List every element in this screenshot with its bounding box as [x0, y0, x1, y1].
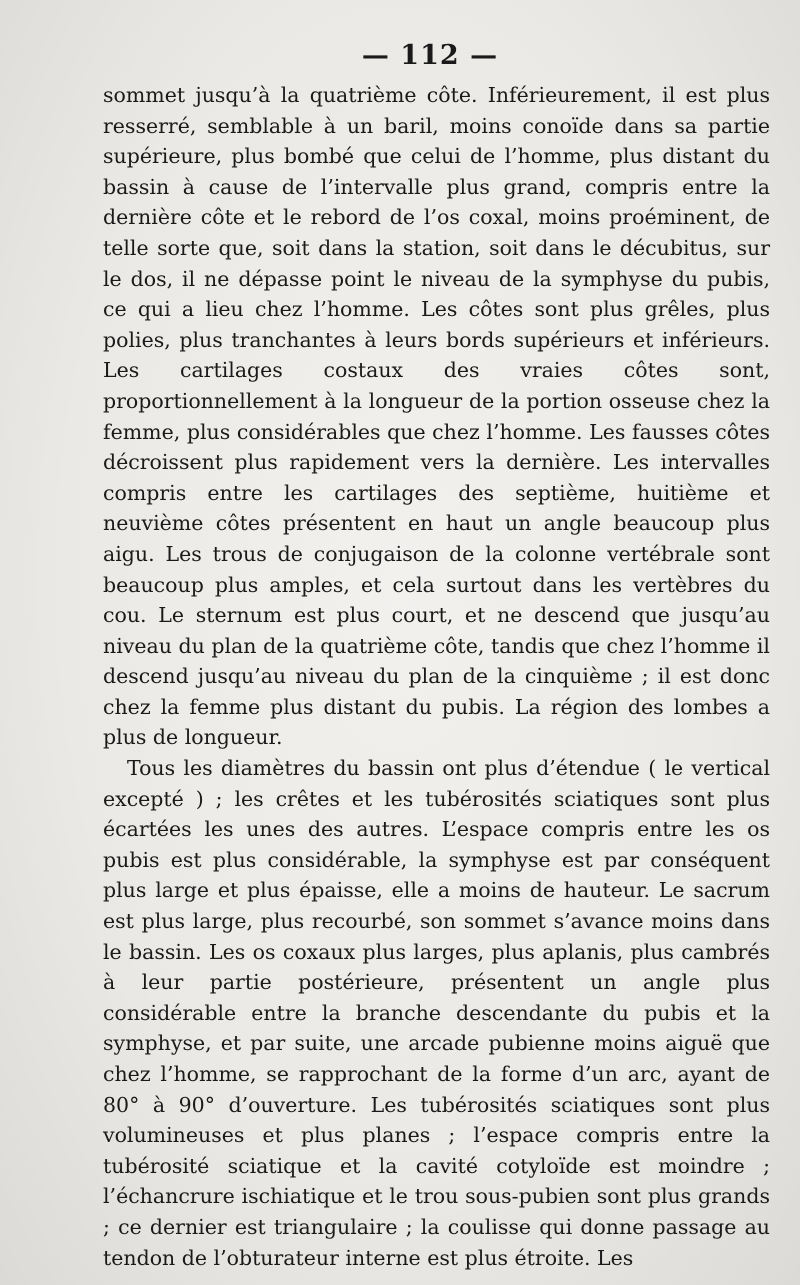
paragraph-pelvis: Tous les diamètres du bassin ont plus d’étendue ( le vertical excepté ) ; les crêtes et les tubérosités sciatiques sont plus écartées les unes des autres. L’espace compris entre les os pubis est plus considérable, la symphyse est par conséquent plus large et plus épaisse, elle a moins de hauteur. Le sacrum est plus large, plus recourbé, son sommet s’avance moins dans le bassin. Les os coxaux plus larges, plus aplanis, plus cambrés à leur partie postérieure, présentent un angle plus considérable entre la branche descendante du pubis et la symphyse, et par suite, une arcade pubienne moins aiguë que chez l’homme, se rapprochant de la forme d’un arc, ayant de 80° à 90° d’ouverture. Les tubérosités sciatiques sont plus volumineuses et plus planes ; l’espace compris entre la tubérosité sciatique et la cavité cotyloïde est moindre ; l’échancrure ischiatique et le trou sous-pubien sont plus grands ; ce dernier est triangulaire ; la coulisse qui donne passage au tendon de l’obturateur interne est plus étroite. Les [103, 756, 770, 1270]
page-number-header: — 112 — [361, 40, 499, 71]
page-body [103, 80, 770, 1273]
paragraph-continuation: sommet jusqu’à la quatrième côte. Inférieurement, il est plus resserré, semblable à un baril, moins conoïde dans sa partie supérieure, plus bombé que celui de l’homme, plus distant du bassin à cause de l’intervalle plus grand, compris entre la dernière côte et le rebord de l’os coxal, moins proéminent, de telle sorte que, soit dans la station, soit dans le décubitus, sur le dos, il ne dépasse point le niveau de la symphyse du pubis, ce qui a lieu chez l’homme. Les côtes sont plus grêles, plus polies, plus tranchantes à leurs bords supérieurs et inférieurs. Les cartilages costaux des vraies côtes sont, proportionnellement à la longueur de la portion osseuse chez la femme, plus considérables que chez l’homme. Les fausses côtes décroissent plus rapidement vers la dernière. Les intervalles compris entre les cartilages des septième, huitième et neuvième côtes présentent en haut un angle beaucoup plus aigu. Les trous de conjugaison de la colonne vertébrale sont beaucoup plus amples, et cela surtout dans les vertèbres du cou. Le sternum est plus court, et ne descend que jusqu’au niveau du plan de la quatrième côte, tandis que chez l’homme il descend jusqu’au niveau du plan de la cinquième ; il est donc chez la femme plus distant du pubis. La région des lombes a plus de longueur. [103, 83, 770, 750]
